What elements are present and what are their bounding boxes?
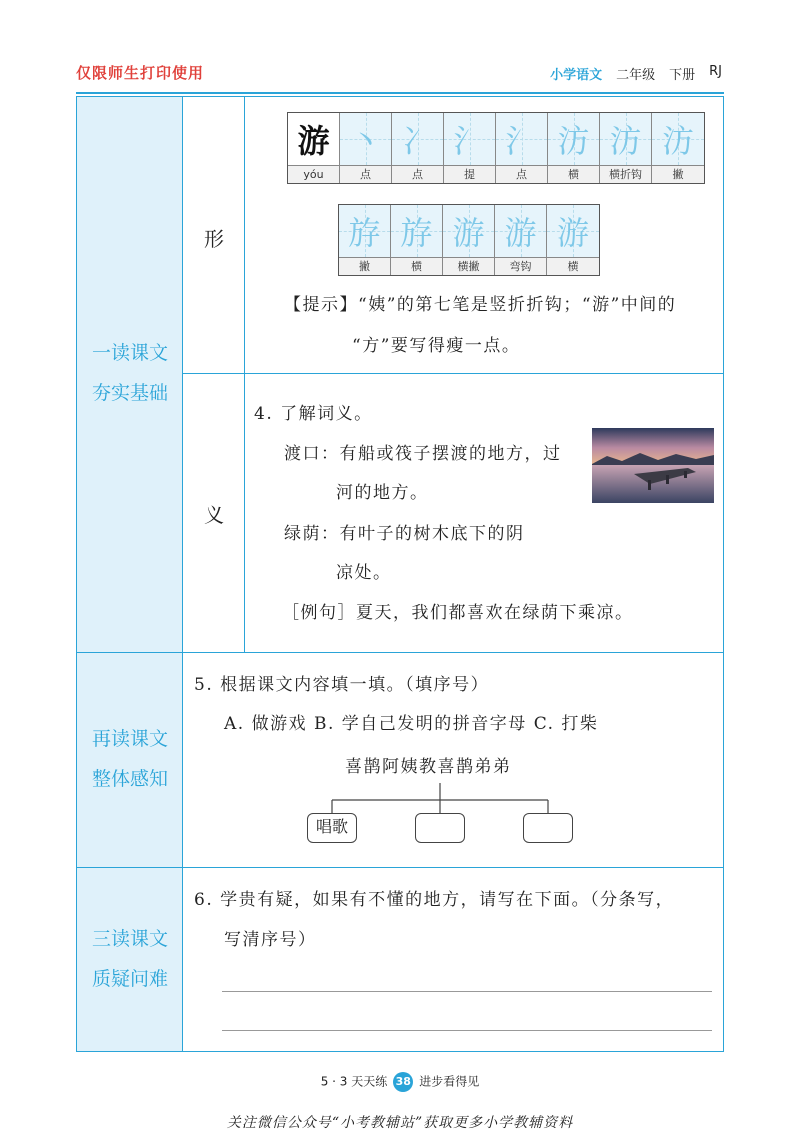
- stroke-name: 撇: [652, 165, 704, 183]
- q6-line-1: 6. 学贵有疑，如果有不懂的地方，请写在下面。（分条写，: [194, 890, 675, 910]
- stroke-name: 点: [340, 165, 391, 183]
- q5-branch-3-blank[interactable]: [523, 813, 573, 843]
- answer-line-1[interactable]: [222, 991, 712, 992]
- stroke-char: 斿: [348, 214, 381, 252]
- footer-slogan: 进步看得见: [419, 1074, 480, 1089]
- q5-title: 5. 根据课文内容填一填。（填序号）: [194, 675, 490, 695]
- print-notice: 仅限师生打印使用: [76, 64, 205, 82]
- q4-title: 4. 了解词义。: [254, 404, 373, 424]
- stroke-name: 横: [547, 257, 599, 275]
- q5-options: A. 做游戏 B. 学自己发明的拼音字母 C. 打柴: [224, 714, 599, 734]
- stroke-char: 斿: [400, 214, 433, 252]
- q5-branch-2-blank[interactable]: [415, 813, 465, 843]
- stroke-char: 游: [297, 122, 330, 160]
- q5-branch-1: 唱歌: [307, 813, 357, 843]
- stroke-char: 汸: [661, 122, 694, 160]
- meaning-label: 义: [204, 503, 224, 527]
- footer-series: 5 · 3 天天练: [320, 1074, 388, 1089]
- q6-line-2: 写清序号）: [224, 930, 317, 950]
- stroke-name: 横折钩: [600, 165, 651, 183]
- stroke-name: 点: [392, 165, 443, 183]
- stroke-char: 汸: [557, 122, 590, 160]
- edition: RJ: [709, 64, 722, 79]
- stroke-name: 横撇: [443, 257, 494, 275]
- q4-def1-line1: 渡口：有船或筏子摆渡的地方，过: [284, 444, 562, 464]
- q4-def2-line1: 绿荫：有叶子的树木底下的阴: [284, 524, 525, 544]
- form-label: 形: [204, 227, 224, 251]
- footnote: 关注微信公众号“小考教辅站”获取更多小学教辅资料: [226, 1115, 574, 1131]
- volume: 下册: [669, 68, 696, 83]
- page-number: 38: [393, 1072, 413, 1092]
- q4-def2-line2: 凉处。: [336, 563, 392, 583]
- stroke-name: 弯钩: [495, 257, 546, 275]
- stroke-name: 横: [391, 257, 442, 275]
- page-footer: [0, 1072, 800, 1092]
- stroke-name: 横: [548, 165, 599, 183]
- hint-line-2: “方”要写得瘦一点。: [352, 336, 521, 356]
- stroke-char: 氵: [505, 122, 538, 160]
- q4-def1-line2: 河的地方。: [336, 483, 429, 503]
- stroke-char: 游: [452, 214, 485, 252]
- grade: 二年级: [616, 68, 656, 83]
- section-1-label: 一读课文 夯实基础: [91, 342, 168, 404]
- section-2-label: 再读课文 整体感知: [91, 728, 168, 790]
- subject: 小学语文: [550, 68, 603, 83]
- stroke-name: yóu: [288, 165, 339, 183]
- stroke-char: 氵: [453, 122, 486, 160]
- stroke-char: 丶: [349, 122, 382, 160]
- answer-line-2[interactable]: [222, 1030, 712, 1031]
- q5-tree-root: 喜鹊阿姨教喜鹊弟弟: [345, 757, 512, 777]
- stroke-char: 游: [556, 214, 589, 252]
- stroke-char: 冫: [401, 122, 434, 160]
- hint-line-1: 【提示】“姨”的第七笔是竖折折钩；“游”中间的: [284, 295, 677, 315]
- stroke-char: 汸: [609, 122, 642, 160]
- stroke-name: 撇: [339, 257, 390, 275]
- q4-example: ［例句］夏天，我们都喜欢在绿荫下乘凉。: [282, 603, 634, 623]
- section-3-label: 三读课文 质疑问难: [91, 928, 168, 990]
- stroke-name: 提: [444, 165, 495, 183]
- stroke-char: 游: [504, 214, 537, 252]
- stroke-name: 点: [496, 165, 547, 183]
